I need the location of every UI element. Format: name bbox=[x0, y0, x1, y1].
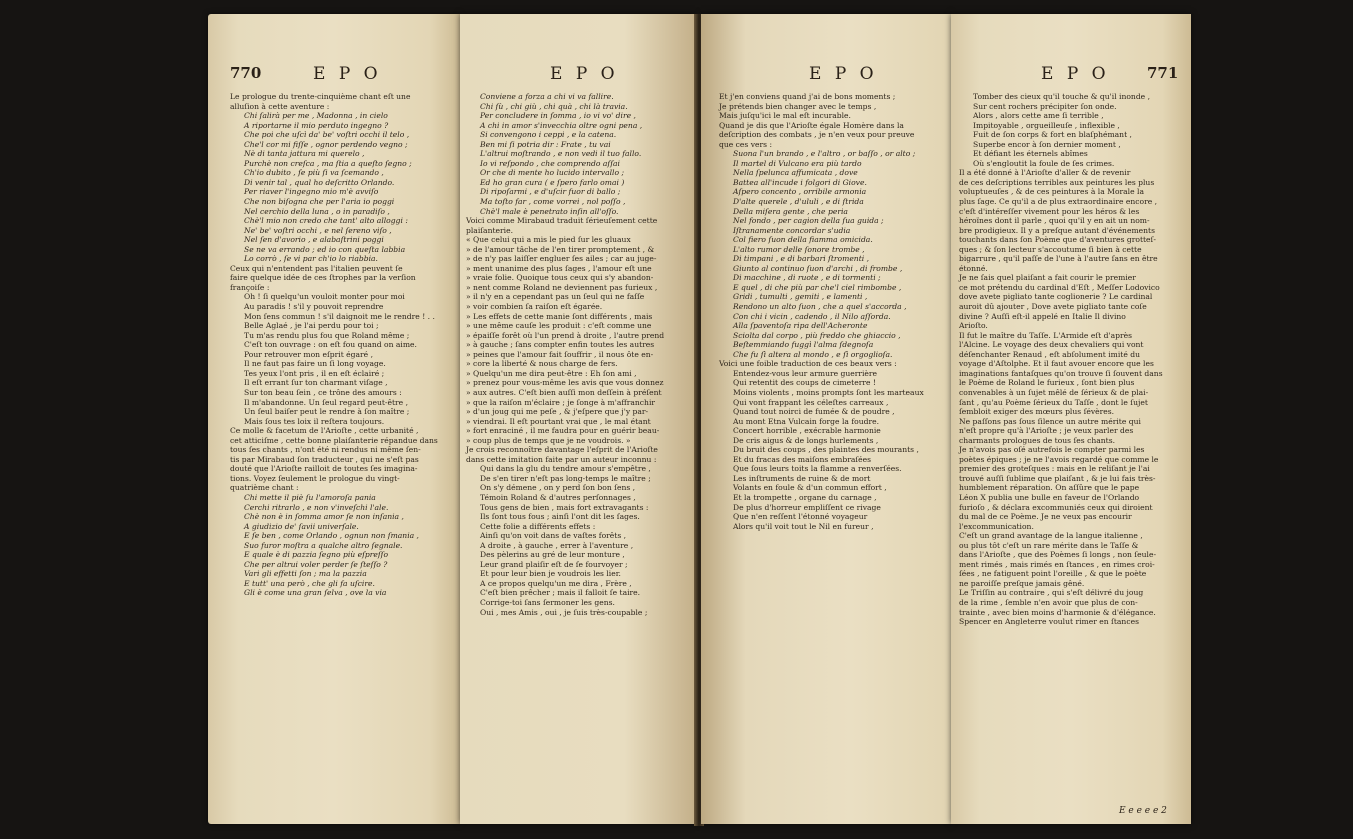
text-line: » de l'amour tâche de l'en tirer promptement , & bbox=[466, 244, 655, 254]
page-number: 771 bbox=[1147, 64, 1179, 82]
text-line: ce mot prétendu du cardinal d'Eſt , Meſſer Lodovico bbox=[959, 282, 1160, 292]
text-line: Sciolta dal corpo , più freddo che ghiaccio , bbox=[733, 330, 901, 340]
page-770-column-2 bbox=[460, 14, 695, 824]
text-line: charmants prologues de tous ſes chants. bbox=[959, 435, 1116, 445]
text-line: Cette folie a différents effets : bbox=[480, 521, 596, 531]
text-line: Spencer en Angleterre voulut rimer en ſtances bbox=[959, 617, 1139, 627]
text-line: Purchè non creſca , ma ſtia a queſto ſegno ; bbox=[244, 158, 412, 168]
text-line: faire quelque idée de ces ſtrophes par la verſion bbox=[230, 273, 416, 283]
text-line: Impitoyable , orgueilleuſe , inflexible , bbox=[973, 120, 1120, 130]
text-line: « Que celui qui a mis le pied ſur les gluaux bbox=[466, 235, 631, 245]
text-line: » Les effets de cette manie ſont différents , mais bbox=[466, 311, 653, 321]
text-line: Nella ſpelunca affumicata , dove bbox=[733, 168, 858, 178]
text-line: Je ne ſais quel plaiſant a fait courir le premier bbox=[959, 273, 1136, 283]
text-line: Et défiant les éternels abîmes bbox=[973, 149, 1088, 159]
text-line: » à gauche ; ſans compter enfin toutes les autres bbox=[466, 340, 655, 350]
text-line: Tes yeux l'ont pris , il en eſt éclairé ; bbox=[244, 368, 385, 378]
text-line: Je prétends bien changer avec le temps , bbox=[719, 101, 877, 111]
text-line: tions. Voyez ſeulement le prologue du vingt- bbox=[230, 473, 400, 483]
text-line: A ce propos quelqu'un me dira , Frère , bbox=[480, 578, 632, 588]
text-line: Mon ſens commun ! s'il daignoit me le rendre ! . . bbox=[244, 311, 435, 321]
text-line: Battea all'incude i folgori di Giove. bbox=[733, 177, 867, 187]
text-line: Il a été donné à l'Arioſte d'aller & de revenir bbox=[959, 168, 1131, 178]
text-line: C'eſt ton ouvrage : on eſt fou quand on aime. bbox=[244, 340, 417, 350]
page-771-column-1 bbox=[701, 14, 951, 824]
text-line: Ainſi qu'on voit dans de vaſtes forêts , bbox=[480, 531, 627, 541]
text-line: Alla ſpaventoſa ripa dell'Acheronte bbox=[733, 321, 868, 331]
text-line: Arioſto. bbox=[959, 321, 988, 331]
text-line: » voir combien ſa raiſon eſt égarée. bbox=[466, 302, 603, 312]
text-line: Entendez-vous leur armure guerrière bbox=[733, 368, 878, 378]
text-line: » fort enraciné , il me faudra pour en guérir beau- bbox=[466, 426, 660, 436]
text-line: Suona l'un brando , e l'altro , or baſſo , or alto ; bbox=[733, 149, 916, 159]
text-line: dove avete pigliato tante coglionerie ? Le cardinal bbox=[959, 292, 1153, 302]
text-line: Chè'l male è penetrato inſin all'oſſo. bbox=[480, 206, 619, 216]
text-line: Voici comme Mirabaud traduit ſérieuſement cette bbox=[466, 216, 658, 226]
text-line: Ed ho gran cura ( e ſpero farlo omai ) bbox=[480, 177, 625, 187]
text-line: A droite , à gauche , errer à l'aventure , bbox=[480, 540, 634, 550]
text-line: ou plus tôt c'eſt un rare mérite dans le Taſſe & bbox=[959, 540, 1139, 550]
text-line: Se ne va errando ; ed io con queſta labbia bbox=[244, 244, 406, 254]
text-line: E quale è di pazzia ſegno più eſpreſſo bbox=[244, 550, 389, 560]
text-line: Il m'abandonne. Un ſeul regard peut-être , bbox=[244, 397, 408, 407]
text-line: Lo corrò , ſe vi par ch'io lo riabbia. bbox=[244, 254, 378, 264]
text-line: Nel cerchio della luna , o in paradiſo , bbox=[244, 206, 390, 216]
text-line: ment rimés , mais rimés en ſtances , en rimes croi- bbox=[959, 559, 1155, 569]
text-line: Chi ſù , chi giù , chi quà , chi là travia. bbox=[480, 101, 628, 111]
text-line: n'eſt propre qu'à l'Arioſte ; je veux parler des bbox=[959, 426, 1134, 436]
text-line: A riportarne il mio perduto ingegno ? bbox=[244, 120, 389, 130]
text-line: Della miſera gente , che peria bbox=[733, 206, 848, 216]
text-line: E quel , di che più par che'l ciel rimbombe , bbox=[733, 282, 902, 292]
text-line: Chi ſalirà per me , Madonna , in cielo bbox=[244, 111, 388, 121]
page-text bbox=[719, 92, 947, 531]
text-line: Nè di tanta jattura mi querelo , bbox=[244, 149, 365, 159]
text-line: Che'l cor mi fiſſe , ognor perdendo vegno ; bbox=[244, 139, 408, 149]
text-line: Ne' be' voſtri occhi , e nel ſereno viſo , bbox=[244, 225, 392, 235]
text-line: Con chi i vicin , cadendo , il Nilo aſſorda. bbox=[733, 311, 891, 321]
text-line: Chè'l mio non credo che tant' alto alloggi : bbox=[244, 216, 408, 226]
text-line: Mais ſous tes loix il reſtera toujours. bbox=[244, 416, 385, 426]
text-line: Nel fondo , per cagion della ſua guida ; bbox=[733, 216, 884, 226]
text-line: Gridi , tumulti , gemiti , e lamenti , bbox=[733, 292, 868, 302]
text-line: Per concludere in ſomma , io vi vo' dire , bbox=[480, 111, 636, 121]
text-line: D'alte querele , d'ululi , e di ſtrida bbox=[733, 197, 864, 207]
text-line: plus ſage. Ce qu'il a de plus extraordinaire encore , bbox=[959, 197, 1158, 207]
text-line: poètes épiques ; je ne l'avois regardé que comme le bbox=[959, 454, 1159, 464]
text-line: Oh ! ſi quelqu'un vouloit monter pour moi bbox=[244, 292, 405, 302]
text-line: Et du fracas des maiſons embraſées bbox=[733, 454, 872, 464]
text-line: Le Triſſin au contraire , qui s'eſt délivré du joug bbox=[959, 588, 1144, 598]
text-line: déſenchanter Renaud , eſt abſolument imité du bbox=[959, 349, 1141, 359]
text-line: Col fiero ſuon della fiamma omicida. bbox=[733, 235, 873, 245]
text-line: Chi mette il piè ſu l'amoroſa pania bbox=[244, 492, 376, 502]
text-line: du mal de ce Poème. Je ne veux pas encourir bbox=[959, 512, 1132, 522]
signature-mark: E e e e e 2 bbox=[1119, 806, 1167, 816]
text-line: Moins violents , moins prompts ſont les marteaux bbox=[733, 387, 924, 397]
text-line: » que la raiſon m'éclaire ; je ſonge à m'affranchir bbox=[466, 397, 655, 407]
text-line: Chè non è in ſomma amor ſe non inſania , bbox=[244, 512, 404, 522]
text-line: Quand je dis que l'Arioſte égale Homère dans la bbox=[719, 120, 904, 130]
page-770 bbox=[208, 14, 460, 824]
text-line: Que n'en reſſent l'étonné voyageur bbox=[733, 512, 868, 522]
text-line: Et la trompette , organe du carnage , bbox=[733, 492, 877, 502]
text-line: Qui dans la glu du tendre amour s'empêtre , bbox=[480, 464, 651, 474]
text-line: » core la liberté & nous charge de fers. bbox=[466, 359, 618, 369]
text-line: E tutt' una però , che gli fa uſcire. bbox=[244, 578, 375, 588]
text-line: Alors , alors cette ame ſi terrible , bbox=[973, 111, 1104, 121]
text-line: Rendono un alto ſuon , che a quel s'accorda , bbox=[733, 302, 907, 312]
text-line: Il eſt errant ſur ton charmant viſage , bbox=[244, 378, 388, 388]
text-line: Leur grand plaiſir eſt de ſe fourvoyer ; bbox=[480, 559, 628, 569]
text-line: ſées , ne fatiguent point l'oreille , & que le poète bbox=[959, 569, 1147, 579]
text-line: alluſion à cette aventure : bbox=[230, 101, 330, 111]
text-line: Qui retentit des coups de cimeterre ! bbox=[733, 378, 876, 388]
text-line: L'altrui moſtrando , e non vedi il tuo fallo. bbox=[480, 149, 642, 159]
text-line: Sur ton beau ſein , ce trône des amours : bbox=[244, 387, 402, 397]
running-header: E P O bbox=[809, 64, 878, 84]
text-line: Je n'avois pas oſé autrefois le compter parmi les bbox=[959, 445, 1145, 455]
text-line: Conviene a forza a chi vi va fallire. bbox=[480, 92, 614, 101]
text-line: Quand tout noirci de fumée & de poudre , bbox=[733, 407, 895, 417]
text-line: » nent comme Roland ne deviennent pas furieux , bbox=[466, 282, 658, 292]
text-line: Mais juſqu'ici le mal eſt incurable. bbox=[719, 111, 851, 121]
text-line: Qui vont frappant les céleſtes carreaux , bbox=[733, 397, 889, 407]
text-line: trainte , avec bien moins d'harmonie & d'élégance. bbox=[959, 607, 1156, 617]
text-line: divine ? Auſſi eſt-il appelé en Italie Il divino bbox=[959, 311, 1126, 321]
text-line: A chi in amor s'invecchia oltre ogni pena , bbox=[480, 120, 643, 130]
running-header: E P O bbox=[550, 64, 619, 84]
text-line: Volants en foule & d'un commun effort , bbox=[733, 483, 887, 493]
text-line: » prenez pour vous-même les avis que vous donnez bbox=[466, 378, 664, 388]
text-line: Oui , mes Amis , oui , je ſuis très-coupable ; bbox=[480, 607, 648, 617]
text-line: Les inſtruments de ruine & de mort bbox=[733, 473, 871, 483]
text-line: » une même cauſe les produit : c'eſt comme une bbox=[466, 321, 652, 331]
text-line: trouvé auſſi ſublime que plaiſant , & je lui fais très- bbox=[959, 473, 1156, 483]
text-line: Giunto al continuo ſuon d'archi , di frombe , bbox=[733, 263, 903, 273]
text-line: imaginations fantaſques qu'on trouve ſi ſouvent dans bbox=[959, 368, 1163, 378]
text-line: Je crois reconnoître davantage l'eſprit de l'Arioſte bbox=[466, 445, 658, 455]
text-line: Au mont Etna Vulcain forge la foudre. bbox=[733, 416, 879, 426]
text-line: Le prologue du trente-cinquième chant eſt une bbox=[230, 92, 411, 101]
text-line: Témoin Roland & d'autres perſonnages , bbox=[480, 492, 636, 502]
text-line: » vraie folie. Quoique tous ceux qui s'y abandon- bbox=[466, 273, 654, 283]
text-line: Ch'io dubito , ſe più ſi va ſcemando , bbox=[244, 168, 384, 178]
page-text bbox=[959, 92, 1187, 627]
text-line: quatrième chant : bbox=[230, 483, 299, 493]
text-line: Che per altrui voler perder ſe ſteſſo ? bbox=[244, 559, 388, 569]
text-line: A giudizio de' ſavii univerſale. bbox=[244, 521, 359, 531]
text-line: Ceux qui n'entendent pas l'italien peuvent ſe bbox=[230, 263, 403, 273]
text-line: furioſo , & déclara excommuniés ceux qui diroient bbox=[959, 502, 1153, 512]
text-line: Di timpani , e di barbari ſtromenti , bbox=[733, 254, 870, 264]
text-line: Il fut le maître du Taſſe. L'Armide eſt d'après bbox=[959, 330, 1132, 340]
text-line: deſcription des combats , je n'en veux pour preuve bbox=[719, 130, 915, 140]
text-line: De s'en tirer n'eſt pas long-temps le maître ; bbox=[480, 473, 651, 483]
running-header: E P O bbox=[1041, 64, 1110, 84]
text-line: Du bruit des coups , des plaintes des mourants , bbox=[733, 445, 919, 455]
text-line: Fuit de ſon corps & fort en blaſphémant , bbox=[973, 130, 1132, 140]
text-line: Sur cent rochers précipiter ſon onde. bbox=[973, 101, 1117, 111]
text-line: tis par Mirabaud ſon traducteur , qui ne s'eſt pas bbox=[230, 454, 419, 464]
text-line: c'eſt d'intéreſſer vivement pour les héros & les bbox=[959, 206, 1140, 216]
text-line: Que ſous leurs toits la flamme a renverſées. bbox=[733, 464, 902, 474]
text-line: Per riaver l'ingegno mio m'è avviſo bbox=[244, 187, 379, 197]
text-line: ſembloit exiger des mœurs plus ſévères. bbox=[959, 407, 1115, 417]
text-line: bre prodigieux. Il y a preſque autant d'événements bbox=[959, 225, 1155, 235]
text-line: convenables à un ſujet mêlé de ſérieux & de plai- bbox=[959, 387, 1149, 397]
text-line: Belle Aglaé , je l'ai perdu pour toi ; bbox=[244, 321, 379, 331]
text-line: plaiſanterie. bbox=[466, 225, 513, 235]
text-line: Léon X publia une bulle en faveur de l'Orlando bbox=[959, 492, 1140, 502]
text-line: Superbe encor à ſon dernier moment , bbox=[973, 139, 1121, 149]
text-line: ques ; & ſon lecteur s'accoutume ſi bien à cette bbox=[959, 244, 1142, 254]
page-text bbox=[466, 92, 688, 617]
text-line: Or che di mente ho lucido intervallo ; bbox=[480, 168, 625, 178]
text-line: Des pèlerins au gré de leur monture , bbox=[480, 550, 625, 560]
text-line: » coup plus de temps que je ne voudrois. » bbox=[466, 435, 631, 445]
text-line: Pour retrouver mon eſprit égaré , bbox=[244, 349, 374, 359]
text-line: douté que l'Arioſte railloit de toutes ſes imagina- bbox=[230, 464, 418, 474]
text-line: Di macchine , di ruote , e di tormenti ; bbox=[733, 273, 881, 283]
text-line: tous ſes chants , n'ont été ni rendus ni même ſen- bbox=[230, 445, 421, 455]
text-line: » il n'y en a cependant pas un ſeul qui ne faſſe bbox=[466, 292, 645, 302]
text-line: Vari gli effetti ſon ; ma la pazzia bbox=[244, 569, 367, 579]
text-line: Un ſeul baiſer peut le rendre à ſon maître ; bbox=[244, 407, 410, 417]
text-line: Où s'engloutit la foule de ſes crimes. bbox=[973, 158, 1115, 168]
text-line: » Quelqu'un me dira peut-être : Eh ſon ami , bbox=[466, 368, 637, 378]
text-line: dans cette imitation faite par un auteur inconnu : bbox=[466, 454, 657, 464]
text-line: Si convengono i ceppi , e la catena. bbox=[480, 130, 617, 140]
text-line: » viendrai. Il eſt pourtant vrai que , le mal étant bbox=[466, 416, 651, 426]
text-line: Nel ſen d'avorio , e alabaſtrini poggi bbox=[244, 235, 384, 245]
open-book bbox=[208, 14, 1353, 829]
text-line: Alors qu'il voit tout le Nil en fureur , bbox=[733, 521, 874, 531]
text-line: Ben mi ſi potria dir : Frate , tu vai bbox=[480, 139, 611, 149]
text-line: Iſtranamente concordar s'udia bbox=[733, 225, 851, 235]
text-line: » épaiſſe forêt où l'un prend à droite , l'autre prend bbox=[466, 330, 665, 340]
text-line: le Poème de Roland le furieux , ſont bien plus bbox=[959, 378, 1135, 388]
text-line: Ils ſont tous fous ; ainſi l'ont dit les ſages. bbox=[480, 512, 640, 522]
text-line: L'alto rumor delle ſonore trombe , bbox=[733, 244, 865, 254]
text-line: ſant , qu'au Poème ſérieux du Taſſe , dont le ſujet bbox=[959, 397, 1148, 407]
text-line: Cerchi ritrarlo , e non v'inveſchi l'ale. bbox=[244, 502, 389, 512]
text-line: cet atticiſme , cette bonne plaiſanterie répandue dans bbox=[230, 435, 438, 445]
text-line: E ſe ben , come Orlando , ognun non ſmania , bbox=[244, 531, 419, 541]
text-line: C'eſt un grand avantage de la langue italienne , bbox=[959, 531, 1143, 541]
text-line: Et j'en conviens quand j'ai de bons moments ; bbox=[719, 92, 896, 101]
text-line: Tu m'as rendu plus fou que Roland même ; bbox=[244, 330, 410, 340]
text-line: premier des groteſques : mais en le reliſant je l'ai bbox=[959, 464, 1150, 474]
text-line: Et pour leur bien je voudrois les lier. bbox=[480, 569, 621, 579]
page-771 bbox=[951, 14, 1191, 824]
text-line: Aſpero concento , orribile armonia bbox=[733, 187, 867, 197]
text-line: Che fu ſì altera al mondo , e ſì orgoglioſa. bbox=[733, 349, 893, 359]
text-line: Concert horrible , exécrable harmonie bbox=[733, 426, 881, 436]
text-line: » ment unanime des plus ſages , l'amour eſt une bbox=[466, 263, 652, 273]
page-text bbox=[230, 92, 454, 598]
text-line: ne paroiſſe preſque jamais gêné. bbox=[959, 578, 1085, 588]
running-header: E P O bbox=[313, 64, 382, 84]
text-line: Ce molle & facetum de l'Arioſte , cette urbanité , bbox=[230, 426, 419, 436]
text-line: Tomber des cieux qu'il touche & qu'il inonde , bbox=[973, 92, 1150, 101]
text-line: De plus d'horreur empliſſent ce rivage bbox=[733, 502, 881, 512]
text-line: Di ripoſarmi , e d'uſcir fuor di ballo ; bbox=[480, 187, 621, 197]
text-line: voyage d'Aſtolphe. Et il faut avouer encore que les bbox=[959, 359, 1154, 369]
text-line: Voici une foible traduction de ces beaux vers : bbox=[719, 359, 897, 369]
text-line: Au paradis ! s'il y pouvoit reprendre bbox=[244, 302, 384, 312]
text-line: Corrige-toi ſans ſermoner les gens. bbox=[480, 597, 615, 607]
text-line: De cris aigus & de longs hurlements , bbox=[733, 435, 879, 445]
text-line: Ne paſſons pas ſous ſilence un autre mérite qui bbox=[959, 416, 1141, 426]
text-line: auroit dû ajouter , Dove avete pigliato tante coſe bbox=[959, 302, 1147, 312]
text-line: Gli è come una gran ſelva , ove la via bbox=[244, 588, 387, 598]
text-line: Tous gens de bien , mais fort extravagants : bbox=[480, 502, 649, 512]
text-line: Che non biſogna che per l'aria io poggi bbox=[244, 197, 395, 207]
text-line: françoiſe : bbox=[230, 282, 270, 292]
text-line: Ma toſto far , come vorrei , nol poſſo , bbox=[480, 197, 626, 207]
text-line: voluptueuſes , & de ces peintures à la Morale la bbox=[959, 187, 1144, 197]
text-line: humblement réparation. On aſſûre que le pape bbox=[959, 483, 1140, 493]
text-line: » de n'y pas laiſſer engluer ſes ailes ; car au juge- bbox=[466, 254, 657, 264]
text-line: C'eſt bien prêcher ; mais il falloit ſe taire. bbox=[480, 588, 641, 598]
text-line: dans l'Arioſte , que des Poèmes ſi longs , non ſeule- bbox=[959, 550, 1157, 560]
text-line: Il martel di Vulcano era più tardo bbox=[733, 158, 862, 168]
text-line: l'excommunication. bbox=[959, 521, 1034, 531]
text-line: » d'un joug qui me peſe , & j'eſpere que j'y par- bbox=[466, 407, 649, 417]
text-line: que ces vers : bbox=[719, 139, 773, 149]
text-line: touchants dans ſon Poème que d'aventures grotteſ- bbox=[959, 235, 1156, 245]
text-line: Che poi che uſcì da' be' voſtri occhi il telo , bbox=[244, 130, 410, 140]
page-number: 770 bbox=[230, 64, 262, 82]
text-line: Suo furor moſtra a qualche altro ſegnale. bbox=[244, 540, 403, 550]
text-line: Io vi reſpondo , che comprendo aſſai bbox=[480, 158, 620, 168]
text-line: » aux autres. C'eſt bien auſſi mon deſſein à préſent bbox=[466, 387, 662, 397]
text-line: » peines que l'amour fait ſouffrir , il nous ôte en- bbox=[466, 349, 654, 359]
text-line: On s'y démene , on y perd ſon bon ſens , bbox=[480, 483, 636, 493]
text-line: de ces deſcriptions terribles aux peintures les plus bbox=[959, 177, 1155, 187]
text-line: bigarrure , qu'il paſſe de l'une à l'autre ſans en être bbox=[959, 254, 1158, 264]
text-line: Di venir tal , qual ho deſcritto Orlando. bbox=[244, 177, 395, 187]
text-line: étonné. bbox=[959, 263, 988, 273]
text-line: Il ne faut pas faire un ſi long voyage. bbox=[244, 359, 386, 369]
text-line: héroïnes dont il parle , quoi qu'il y en ait un nom- bbox=[959, 216, 1150, 226]
text-line: de la rime , ſemble n'en avoir que plus de con- bbox=[959, 597, 1138, 607]
text-line: l'Alcine. Le voyage des deux chevaliers qui vont bbox=[959, 340, 1144, 350]
text-line: Beſtemmiando fuggì l'alma ſdegnoſa bbox=[733, 340, 874, 350]
